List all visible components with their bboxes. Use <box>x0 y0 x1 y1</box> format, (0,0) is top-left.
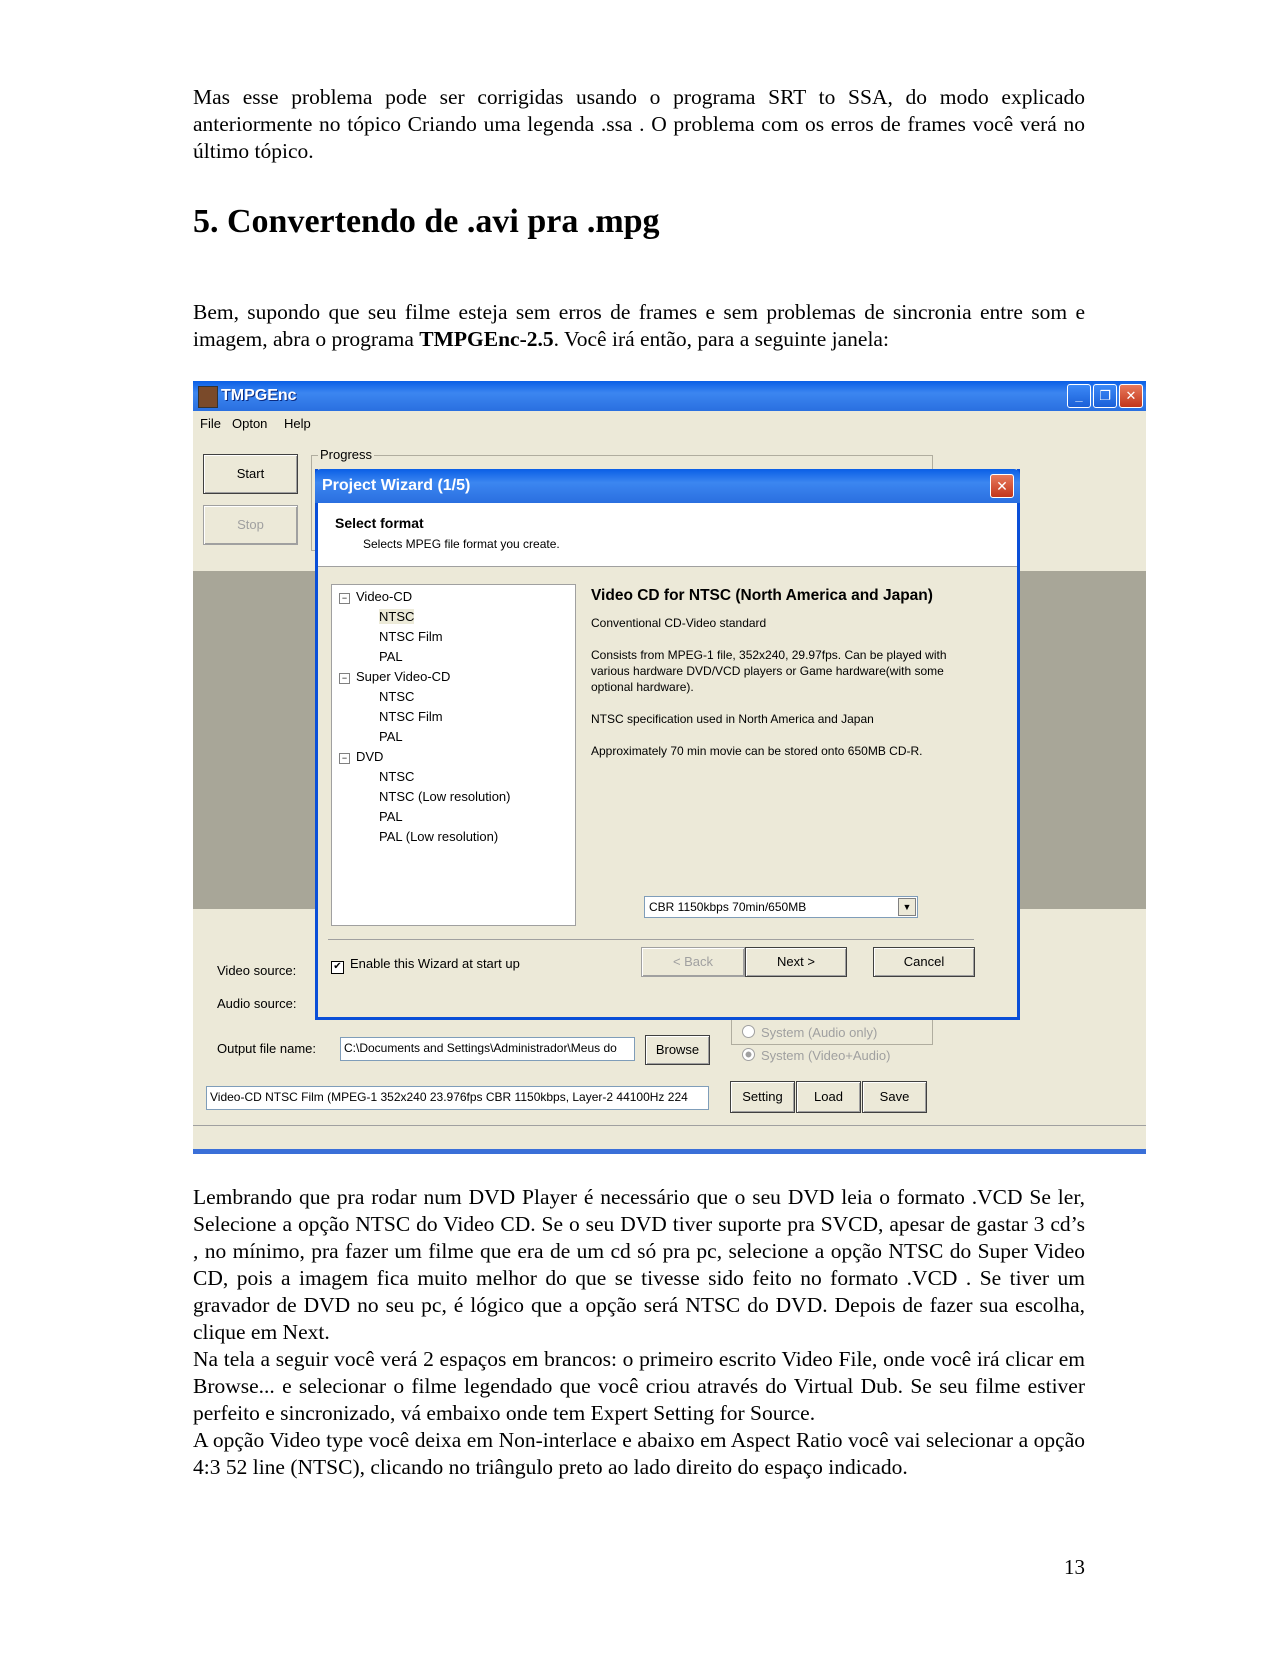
app-titlebar <box>193 381 1146 411</box>
tree-super-video-cd[interactable]: Super Video-CD <box>356 669 451 684</box>
intro-paragraph: Mas esse problema pode ser corrigidas usando o programa SRT to SSA, do modo explicado anteriormente no tópico Criando uma legenda .ssa . O problema com os erros de frames você verá no último tópico. <box>193 85 1085 163</box>
tree-dvd-ntsc[interactable]: NTSC <box>379 769 415 784</box>
program-name: TMPGEnc-2.5 <box>419 327 554 351</box>
tree-svcd-ntsc[interactable]: NTSC <box>379 689 415 704</box>
radio-button-selected <box>742 1048 755 1061</box>
project-wizard-dialog <box>315 469 1020 1020</box>
radio-video-audio[interactable]: System (Video+Audio) <box>742 1048 890 1063</box>
dialog-header-subtitle: Selects MPEG file format you create. <box>363 537 560 551</box>
load-button[interactable]: Load <box>796 1081 861 1113</box>
format-info-line: Conventional CD-Video standard <box>591 616 767 630</box>
section-heading: 5. Convertendo de .avi pra .mpg <box>193 203 660 240</box>
status-bar <box>193 1125 1146 1150</box>
next-screen-paragraph: Na tela a seguir você verá 2 espaços em brancos: o primeiro escrito Video File, onde você irá clicar em Browse... e selecionar o filme legendado que você criou através do Virtual Dub. Se seu filme estiver perfeito e sincronizado, vá embaixo onde tem Expert Setting for Source. <box>193 1347 1085 1425</box>
chevron-down-icon[interactable]: ▼ <box>898 898 916 916</box>
minimize-icon[interactable]: _ <box>1067 384 1091 408</box>
dialog-titlebar <box>315 469 1020 503</box>
menu-help[interactable]: Help <box>284 416 311 431</box>
tree-vcd-ntsc[interactable]: NTSC <box>379 609 415 624</box>
tree-dvd-pal[interactable]: PAL <box>379 809 403 824</box>
next-button[interactable]: Next > <box>745 947 847 977</box>
dialog-close-icon[interactable]: ✕ <box>990 474 1014 498</box>
format-tree <box>331 584 576 926</box>
collapse-icon[interactable]: − <box>339 673 350 684</box>
radio-audio-only[interactable]: System (Audio only) <box>742 1025 877 1040</box>
dialog-header-title: Select format <box>335 515 424 531</box>
close-icon[interactable]: ✕ <box>1119 384 1143 408</box>
intro-tmpgenc-paragraph: Bem, supondo que seu filme esteja sem erros de frames e sem problemas de sincronia entre som e imagem, abra o programa TMPGEnc-2.5. Você irá então, para a seguinte janela: <box>193 300 1085 351</box>
output-file-input[interactable]: C:\Documents and Settings\Administrador\Meus do <box>340 1037 635 1061</box>
tree-svcd-pal[interactable]: PAL <box>379 729 403 744</box>
save-button[interactable]: Save <box>862 1081 927 1113</box>
back-button[interactable]: < Back <box>641 947 745 977</box>
menu-bar <box>193 411 1146 435</box>
app-icon <box>198 386 218 408</box>
dialog-title: Project Wizard (1/5) <box>322 477 471 494</box>
collapse-icon[interactable]: − <box>339 753 350 764</box>
tree-dvd-pal-low[interactable]: PAL (Low resolution) <box>379 829 499 844</box>
page-number: 13 <box>1064 1555 1085 1579</box>
menu-option[interactable]: Opton <box>232 416 268 431</box>
format-info-line: optional hardware). <box>591 680 694 694</box>
enable-wizard-checkbox[interactable]: ✔ Enable this Wizard at start up <box>331 956 520 974</box>
output-file-label: Output file name: <box>217 1041 316 1056</box>
format-info-title: Video CD for NTSC (North America and Japan) <box>591 587 933 604</box>
tree-vcd-ntsc-film[interactable]: NTSC Film <box>379 629 443 644</box>
dialog-separator <box>328 939 974 940</box>
menu-file[interactable]: File <box>200 416 221 431</box>
format-info-line: Consists from MPEG-1 file, 352x240, 29.97fps. Can be played with <box>591 648 947 662</box>
progress-label: Progress <box>320 447 373 462</box>
format-status-field: Video-CD NTSC Film (MPEG-1 352x240 23.976fps CBR 1150kbps, Layer-2 44100Hz 224 <box>206 1086 709 1110</box>
checkmark-icon: ✔ <box>331 961 344 974</box>
bottom-edge <box>193 1149 1146 1154</box>
tmpgenc-screenshot <box>193 381 1146 1154</box>
browse-button[interactable]: Browse <box>645 1035 710 1065</box>
bitrate-select[interactable]: CBR 1150kbps 70min/650MB ▼ <box>644 896 918 918</box>
stop-button[interactable]: Stop <box>203 505 298 545</box>
format-info-line: Approximately 70 min movie can be stored onto 650MB CD-R. <box>591 744 923 758</box>
app-title: TMPGEnc <box>221 387 297 404</box>
format-info-line: NTSC specification used in North America and Japan <box>591 712 874 726</box>
tree-svcd-ntsc-film[interactable]: NTSC Film <box>379 709 443 724</box>
format-info-line: various hardware DVD/VCD players or Game hardware(with some <box>591 664 944 678</box>
audio-source-label: Audio source: <box>217 996 297 1011</box>
tree-dvd[interactable]: DVD <box>356 749 384 764</box>
tree-dvd-ntsc-low[interactable]: NTSC (Low resolution) <box>379 789 511 804</box>
video-source-label: Video source: <box>217 963 297 978</box>
dialog-header <box>318 503 1017 567</box>
radio-button <box>742 1025 755 1038</box>
start-button[interactable]: Start <box>203 454 298 494</box>
cancel-button[interactable]: Cancel <box>873 947 975 977</box>
tree-vcd-pal[interactable]: PAL <box>379 649 403 664</box>
restore-icon[interactable]: ❐ <box>1093 384 1117 408</box>
tree-video-cd[interactable]: Video-CD <box>356 589 413 604</box>
video-type-paragraph: A opção Video type você deixa em Non-interlace e abaixo em Aspect Ratio você vai selecionar a opção 4:3 52 line (NTSC), clicando no triângulo preto ao lado direito do espaço indicado. <box>193 1428 1085 1479</box>
collapse-icon[interactable]: − <box>339 593 350 604</box>
setting-button[interactable]: Setting <box>730 1081 795 1113</box>
vcd-explanation-paragraph: Lembrando que pra rodar num DVD Player é necessário que o seu DVD leia o formato .VCD Se ler, Selecione a opção NTSC do Video CD. Se o seu DVD tiver suporte pra SVCD, apesar de gastar 3 cd’s , no mínimo, pra fazer um filme que era de um cd só pra pc, selecione a opção NTSC do Super Video CD, pois a imagem fica muito melhor do que se tivesse sido feito no formato .VCD . Se tiver um gravador de DVD no seu pc, é lógico que a opção será NTSC do DVD. Depois de fazer sua escolha, clique em Next. <box>193 1185 1085 1344</box>
